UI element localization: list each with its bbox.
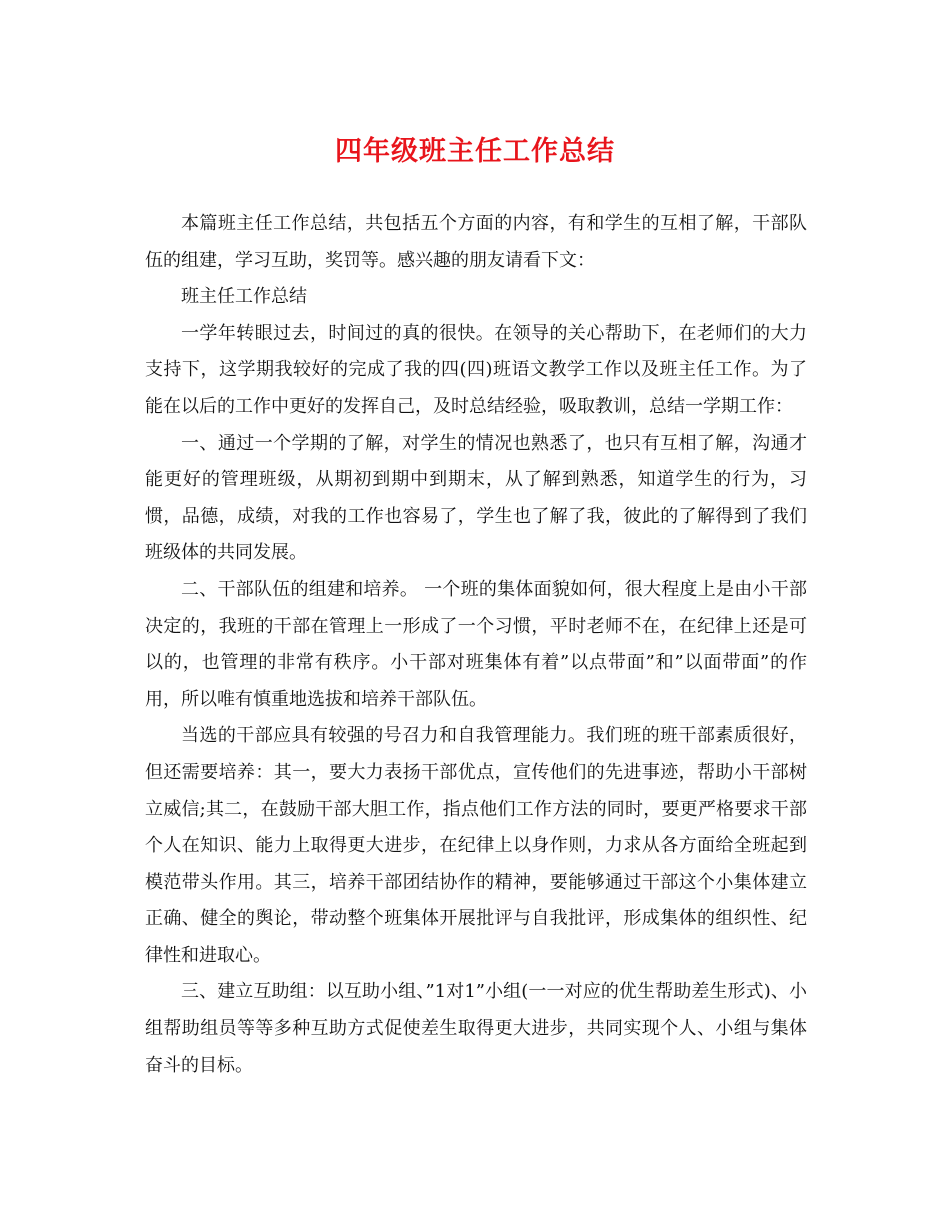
point-two-paragraph: 二、干部队伍的组建和培养。 一个班的集体面貌如何，很大程度上是由小干部决定的，我班的干部在管理上一形成了一个习惯，平时老师不在，在纪律上还是可以的，也管理的非常有秩序。小干部对班集体有着”以点带面”和”以面带面”的作用，所以唯有慎重地选拔和培养干部队伍。 [145, 578, 807, 710]
point-one-paragraph: 一、通过一个学期的了解，对学生的情况也熟悉了，也只有互相了解，沟通才能更好的管理班级，从期初到期中到期末，从了解到熟悉，知道学生的行为，习惯，品德，成绩，对我的工作也容易了，学生也了解了我，彼此的了解得到了我们班级体的共同发展。 [145, 432, 807, 564]
document-title: 四年级班主任工作总结 [335, 136, 615, 167]
opening-paragraph: 一学年转眼过去，时间过的真的很快。在领导的关心帮助下，在老师们的大力支持下，这学期我较好的完成了我的四(四)班语文教学工作以及班主任工作。为了能在以后的工作中更好的发挥自己，及时总结经验，吸取教训，总结一学期工作： [145, 322, 807, 417]
cadre-training-paragraph: 当选的干部应具有较强的号召力和自我管理能力。我们班的班干部素质很好，但还需要培养：其一，要大力表扬干部优点，宣传他们的先进事迹，帮助小干部树立威信;其二，在鼓励干部大胆工作，指点他们工作方法的同时，要更严格要求干部个人在知识、能力上取得更大进步，在纪律上以身作则，力求从各方面给全班起到模范带头作用。其三，培养干部团结协作的精神，要能够通过干部这个小集体建立正确、健全的舆论，带动整个班集体开展批评与自我批评，形成集体的组织性、纪律性和进取心。 [145, 725, 807, 966]
document-body [145, 206, 807, 1084]
section-heading: 班主任工作总结 [181, 286, 307, 308]
intro-paragraph: 本篇班主任工作总结，共包括五个方面的内容，有和学生的互相了解，干部队伍的组建，学习互助，奖罚等。感兴趣的朋友请看下文： [145, 213, 807, 271]
point-three-paragraph: 三、建立互助组：以互助小组、”1对1”小组(一一对应的优生帮助差生形式)、小组帮助组员等等多种互助方式促使差生取得更大进步，共同实现个人、小组与集体奋斗的目标。 [145, 981, 807, 1076]
